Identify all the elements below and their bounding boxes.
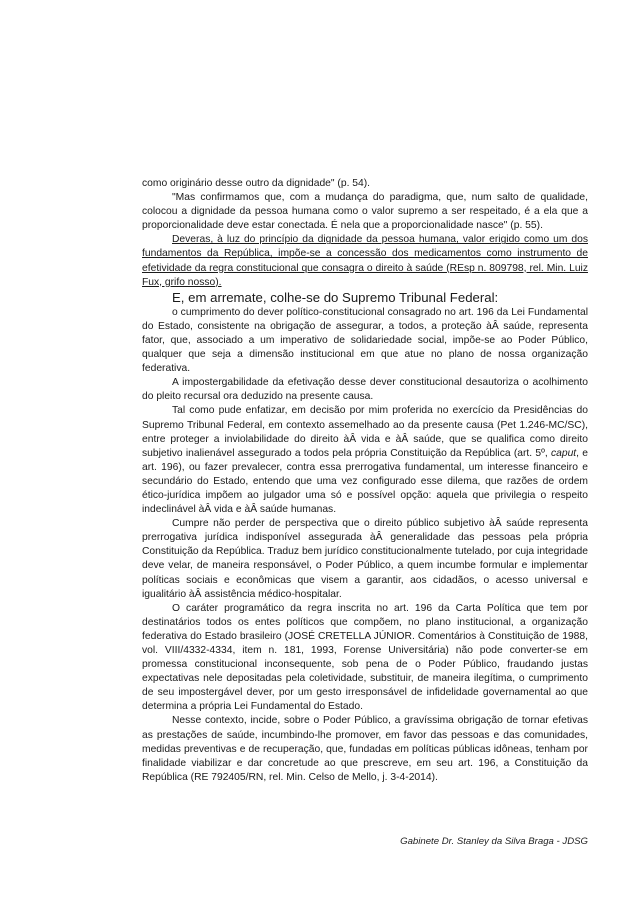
caput-italic: caput — [550, 447, 577, 459]
paragraph-6-part-b: , e art. 196), ou fazer prevalecer, contra essa prerrogativa fundamental, um interesse financeiro e secundário do Estado, entendo que uma vez configurado esse dilema, que razões de ordem ético-jurídica impõem ao julgador uma só e possível opção: aquela que privilegia o respeito indeclinável àÂ vida e àÂ saúde humanas. — [142, 447, 588, 516]
section-heading: E, em arremate, colhe-se do Supremo Tribunal Federal: — [172, 289, 499, 305]
paragraph-1: como originário desse outro da dignidade" (p. 54). — [142, 178, 371, 189]
paragraph-4: o cumprimento do dever político-constitucional consagrado no art. 196 da Lei Fundamental do Estado, consistente na obrigação de assegurar, a todos, a proteção àÂ saúde, representa fator, que, associado a um imperativo de solidariedade social, impõe-se ao Poder Público, qualquer que seja a dimensão institucional em que atue no plano de nossa organização federativa. — [142, 306, 588, 375]
paragraph-7: Cumpre não perder de perspectiva que o direito público subjetivo àÂ saúde representa prerrogativa jurídica indisponível assegurada àÂ generalidade das pessoas pela própria Constituição da República. Traduz bem jurídico constitucionalmente tutelado, por cuja integridade deve velar, de maneira responsável, o Poder Público, a quem incumbe formular e implementar políticas sociais e econômicas que visem a garantir, aos cidadãos, o acesso universal e igualitário àÂ assistência médico-hospitalar. — [142, 518, 588, 600]
paragraph-9: Nesse contexto, incide, sobre o Poder Público, a gravíssima obrigação de tornar efetivas as prestações de saúde, incumbindo-lhe promover, em favor das pessoas e das comunidades, medidas preventivas e de recuperação, que, fundadas em políticas públicas idôneas, tenham por finalidade viabilizar e dar concretude ao que prescreve, em seu art. 196, a Constituição da República (RE 792405/RN, rel. Min. Celso de Mello, j. 3-4-2014). — [142, 715, 588, 783]
paragraph-6-part-a: Tal como pude enfatizar, em decisão por mim proferida no exercício da Presidências do Supremo Tribunal Federal, em contexto assemelhado ao da presente causa (Pet 1.246-MC/SC), entre proteger a inviolabilidade do direito àÂ vida e àÂ saúde, que se qualifica como direito subjetivo inalienável assegurado a todos pela própria Constituição da República (art. 5º, — [142, 405, 588, 459]
page-footer: Gabinete Dr. Stanley da Silva Braga - JDSG — [400, 836, 588, 847]
paragraph-3-underlined: Deveras, à luz do princípio da dignidade da pessoa humana, valor erigido como um dos fundamentos da República, impõe-se a concessão dos medicamentos como instrumento de efetividade da regra constitucional que consagra o direito à saúde (REsp n. 809798, rel. Min. Luiz Fux, grifo nosso). — [142, 234, 588, 288]
paragraph-6 — [142, 404, 588, 517]
paragraph-8: O caráter programático da regra inscrita no art. 196 da Carta Política que tem por destinatários todos os entes políticos que compõem, no plano institucional, a organização federativa do Estado brasileiro (JOSÉ CRETELLA JÚNIOR. Comentários à Constituição de 1988, vol. VIII/4332-4334, item n. 181, 1993, Forense Universitária) não pode converter-se em promessa constitucional inconsequente, sob pena de o Poder Público, fraudando justas expectativas nele depositadas pela coletividade, substituir, de maneira ilegítima, o cumprimento de seu impostergável dever, por um gesto irresponsável de infidelidade governamental ao que determina a própria Lei Fundamental do Estado. — [142, 602, 588, 713]
paragraph-5: A impostergabilidade da efetivação desse dever constitucional desautoriza o acolhimento do pleito recursal ora deduzido na presente causa. — [142, 377, 588, 403]
body-text — [142, 177, 588, 785]
paragraph-2: "Mas confirmamos que, com a mudança do paradigma, que, num salto de qualidade, colocou a dignidade da pessoa humana como o valor supremo a ser respeitado, é a ela que a proporcionalidade deve estar conectada. É nela que a proporcionalidade nasce" (p. 55). — [142, 192, 588, 232]
